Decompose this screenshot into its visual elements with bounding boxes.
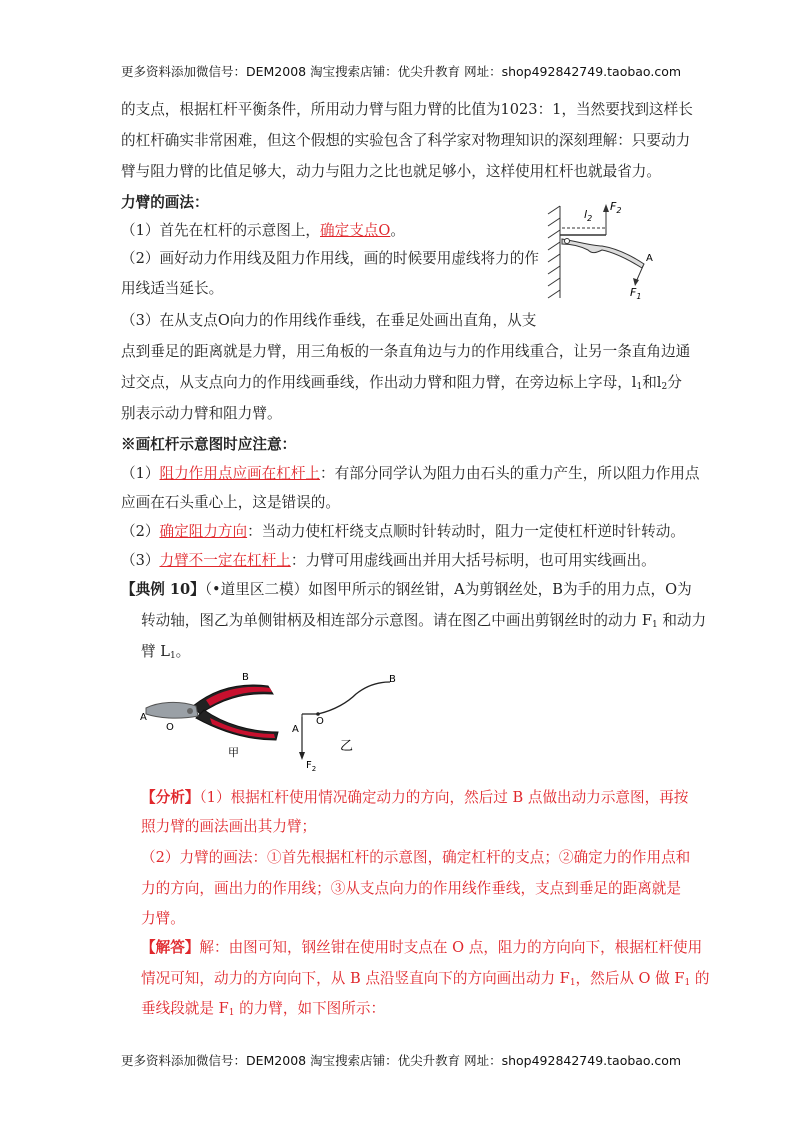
notes-title: ※画杠杆示意图时应注意： [121,436,297,453]
sub-answer-f1b: 1 [684,978,691,988]
example-text-3: 臂 L [141,643,170,660]
label-a-pliers: A [140,712,147,723]
sub-1: 1 [636,382,643,392]
note-2 [121,522,685,542]
label-l2: $l_2$ [584,208,593,223]
f2-arrowhead [603,204,609,212]
note-3-text: ：力臂可用虚线画出并用大括号标明，也可用实线画出。 [290,552,656,569]
answer-line-3 [141,999,385,1019]
sub-2: 2 [661,382,668,392]
intro-line-2: 的杠杆确实非常困难，但这个假想的实验包含了科学家对物理知识的深刻理解：只要动力 [121,132,691,149]
note-2-text: ：当动力使杠杆绕支点顺时针转动时，阻力一定使杠杆逆时针转动。 [247,523,685,540]
method-title: 力臂的画法： [121,194,209,211]
note-3 [121,551,656,571]
wall-hatch [548,206,560,298]
note-1-highlight: 阻力作用点应画在杠杆上 [159,465,321,482]
sub-answer-f1c: 1 [228,1008,235,1018]
answer-text-3: 垂线段就是 F [141,1000,229,1017]
intro-line-3: 臂与阻力臂的比值足够大，动力与阻力之比也就足够小，这样使用杠杆也就最省力。 [121,163,661,180]
example-line-2 [141,611,706,631]
analysis-line-2: 照力臂的画法画出其力臂； [141,818,317,835]
label-b-pliers: B [242,672,249,683]
analysis-text-1: （1）根据杠杆使用情况确定动力的方向，然后过 B 点做出动力示意图，再按 [199,789,689,806]
analysis-line-3: （2）力臂的画法：①首先根据杠杆的示意图，确定杠杆的支点；②确定力的作用点和 [141,849,691,866]
label-o-schematic: O [316,716,324,727]
method-step-1-highlight: 确定支点O [320,222,391,239]
label-o-pliers: O [166,722,174,733]
pliers-figure [138,668,288,763]
lever-schematic-figure [290,672,410,772]
answer-text-2: 情况可知，动力的方向向下，从 B 点沿竖直向下的方向画出动力 F [141,970,570,987]
example-text-2: 转动轴，图乙为单侧钳柄及相连部分示意图。请在图乙中画出剪钢丝时的动力 F [141,612,652,629]
example-text-3b: 。 [175,643,191,660]
answer-line-1 [141,938,702,958]
note-3-highlight: 力臂不一定在杠杆上 [159,552,291,569]
analysis-line-4: 力的方向，画出力的作用线；③从支点向力的作用线作垂线，支点到垂足的距离就是 [141,880,681,897]
method-step-1-pre: （1）首先在杠杆的示意图上， [121,222,321,239]
analysis-tag: 【分析】 [141,789,200,806]
example-line-3 [141,642,190,662]
example-text-2b: 和动力 [657,612,707,629]
note-2-highlight: 确定阻力方向 [159,523,248,540]
note-3-num: （3） [121,552,160,569]
method-step-3c [121,373,682,393]
label-a: A [646,253,653,264]
answer-tag: 【解答】 [141,939,200,956]
method-step-3b: 点到垂足的距离就是力臂，用三角板的一条直角边与力的作用线重合，让另一条直角边通 [121,343,691,360]
analysis-line-1 [141,788,688,808]
page-footer: 更多资料添加微信号：DEM2008 淘宝搜索店铺：优尖升教育 网址：shop492842749.taobao.com [121,1053,682,1068]
label-yi: 乙 [340,739,354,754]
note-1-text: ：有部分同学认为阻力由石头的重力产生，所以阻力作用点 [320,465,700,482]
label-f2-schematic: $F_2$ [306,760,317,773]
sub-answer-f1: 1 [569,978,576,988]
label-f1: $F_1$ [630,286,642,301]
handle-curve [302,682,390,714]
label-f2: $F_2$ [610,200,622,215]
answer-text-1: 解：由图可知，钢丝钳在使用时支点在 O 点，阻力的方向向下，根据杠杆使用 [199,939,703,956]
example-line-1 [121,580,692,600]
f1-arrowhead [633,278,639,286]
pliers-pivot [187,708,193,714]
method-step-3a: （3）在从支点O向力的作用线作垂线，在垂足处画出直角，从支 [121,312,537,329]
note-2-num: （2） [121,523,160,540]
note-1 [121,464,699,484]
analysis-line-5: 力臂。 [141,910,185,927]
note-1b: 应画在石头重心上，这是错误的。 [121,494,340,511]
method-step-1-post: 。 [390,222,405,239]
pivot-o [565,239,570,244]
label-b-schematic: B [389,674,396,685]
lever-wall-figure [544,198,674,303]
method-step-3c-text: 过交点，从支点向力的作用线画垂线，作出动力臂和阻力臂，在旁边标上字母，l [121,374,637,391]
intro-line-1: 的支点，根据杠杆平衡条件，所用动力臂与阻力臂的比值为1023：1，当然要找到这样长 [121,101,693,118]
force-f2-arrowhead [299,752,305,760]
method-step-3c-end: 分 [667,374,682,391]
page-header: 更多资料添加微信号：DEM2008 淘宝搜索店铺：优尖升教育 网址：shop492842749.taobao.com [121,64,682,79]
method-step-3c-and: 和l [642,374,662,391]
answer-text-2b: ，然后从 O 做 F [575,970,685,987]
method-step-3d: 别表示动力臂和阻力臂。 [121,405,282,422]
method-step-1 [121,221,405,241]
label-a-schematic: A [292,724,299,735]
method-step-2b: 用线适当延长。 [121,280,224,297]
example-tag: 【典例 10】 [121,581,205,598]
note-1-num: （1） [121,465,160,482]
label-jia: 甲 [228,746,239,759]
sub-f1: 1 [651,620,658,630]
lever-body [562,239,644,268]
answer-line-2 [141,969,710,989]
answer-text-3b: 的力臂，如下图所示： [234,1000,386,1017]
sub-l1: 1 [169,651,176,661]
example-text-1: （•道里区二模）如图甲所示的钢丝钳，A为剪钢丝处，B为手的用力点，O为 [204,581,692,598]
method-step-2a: （2）画好动力作用线及阻力作用线，画的时候要用虚线将力的作 [121,250,539,267]
answer-text-2c: 的 [690,970,710,987]
